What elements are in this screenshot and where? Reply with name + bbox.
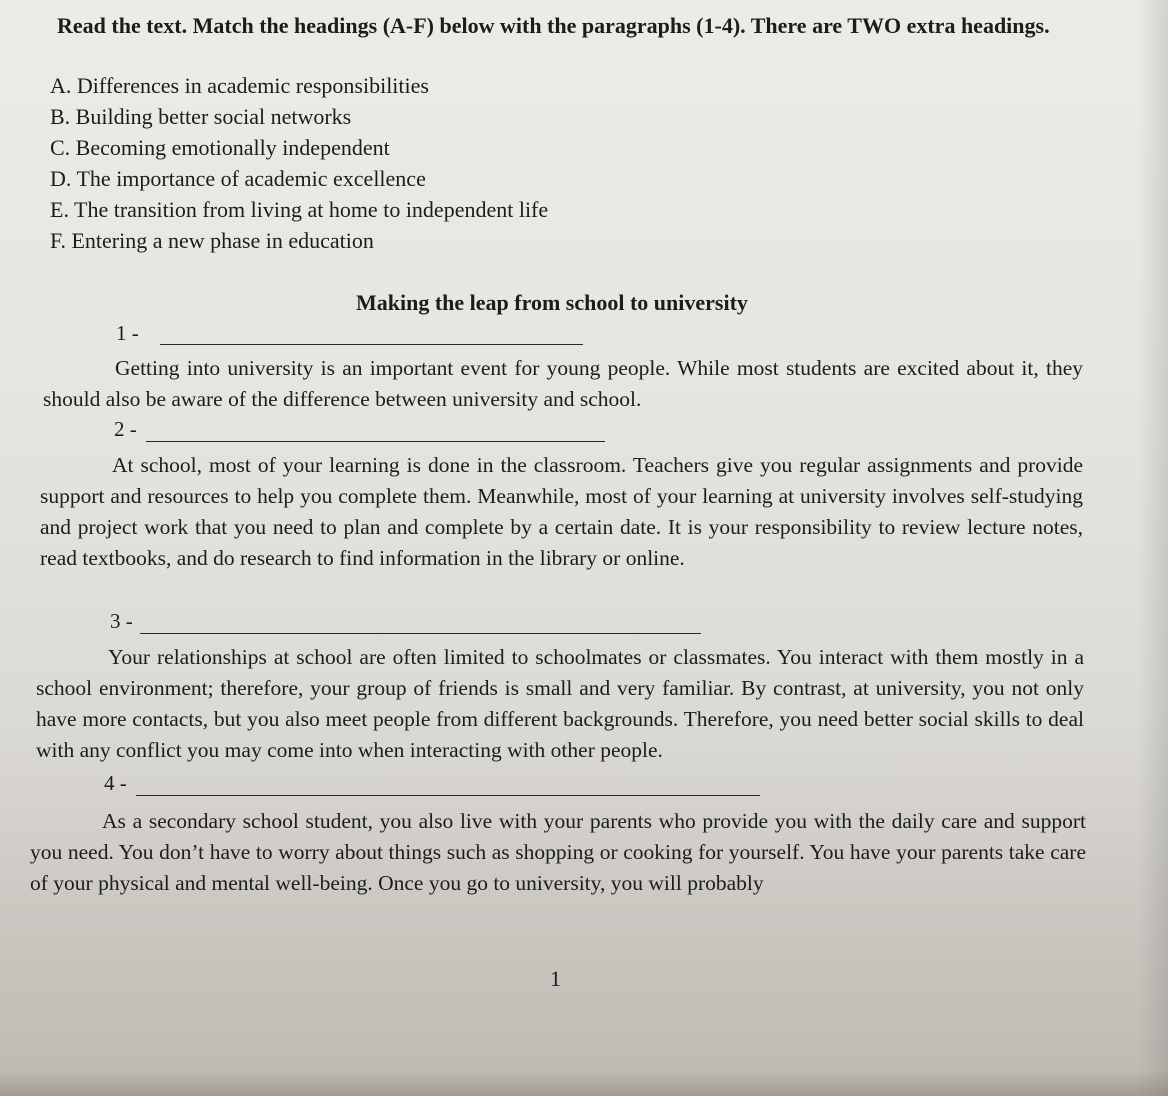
page-number: 1	[550, 966, 561, 991]
paragraph-2	[40, 450, 1083, 574]
page-shadow	[1138, 0, 1168, 1096]
paragraph-1-text: Getting into university is an important event for young people. While most students are excited about it, they should also be aware of the difference between university and school.	[43, 356, 1083, 411]
heading-option-a: A. Differences in academic responsibilities	[50, 73, 429, 98]
task-instruction: Read the text. Match the headings (A-F) below with the paragraphs (1-4). There are TWO extra headings.	[57, 13, 1050, 38]
paragraph-4-answer-blank[interactable]	[136, 795, 760, 796]
headings-list	[50, 70, 548, 256]
paragraph-2-number: 2 -	[114, 417, 137, 441]
paragraph-3-answer-blank[interactable]	[140, 633, 701, 634]
bottom-shadow	[0, 1070, 1168, 1096]
paragraph-4-text: As a secondary school student, you also live with your parents who provide you with the daily care and support you need. You don’t have to worry about things such as shopping or cooking for yourself. You have your parents take care of your physical and mental well-being. Once you go to university, you will probably	[30, 809, 1086, 895]
heading-option-e: E. The transition from living at home to independent life	[50, 197, 549, 222]
paragraph-2-answer-blank[interactable]	[146, 441, 605, 442]
heading-option-c: C. Becoming emotionally independent	[50, 135, 390, 160]
paragraph-4-number: 4 -	[104, 771, 127, 795]
passage-title: Making the leap from school to university	[356, 290, 748, 315]
paragraph-3-text: Your relationships at school are often limited to schoolmates or classmates. You interact with them mostly in a school environment; therefore, your group of friends is small and very familiar. By contrast, at university, you not only have more contacts, but you also meet people from different backgrounds. Therefore, you need better social skills to deal with any conflict you may come into when interacting with other people.	[36, 645, 1084, 762]
paragraph-4	[30, 806, 1086, 899]
heading-option-f: F. Entering a new phase in education	[50, 228, 374, 253]
paragraph-1-number: 1 -	[116, 321, 139, 345]
heading-option-d: D. The importance of academic excellence	[50, 166, 426, 191]
paragraph-1	[43, 353, 1083, 415]
paragraph-2-text: At school, most of your learning is done in the classroom. Teachers give you regular assignments and provide support and resources to help you complete them. Meanwhile, most of your learning at university involves self-studying and project work that you need to plan and complete by a certain date. It is your responsibility to review lecture notes, read textbooks, and do research to find information in the library or online.	[40, 453, 1083, 570]
heading-option-b: B. Building better social networks	[50, 104, 352, 129]
paragraph-3	[36, 642, 1084, 766]
paragraph-1-answer-blank[interactable]	[160, 344, 583, 345]
paragraph-3-number: 3 -	[110, 609, 133, 633]
